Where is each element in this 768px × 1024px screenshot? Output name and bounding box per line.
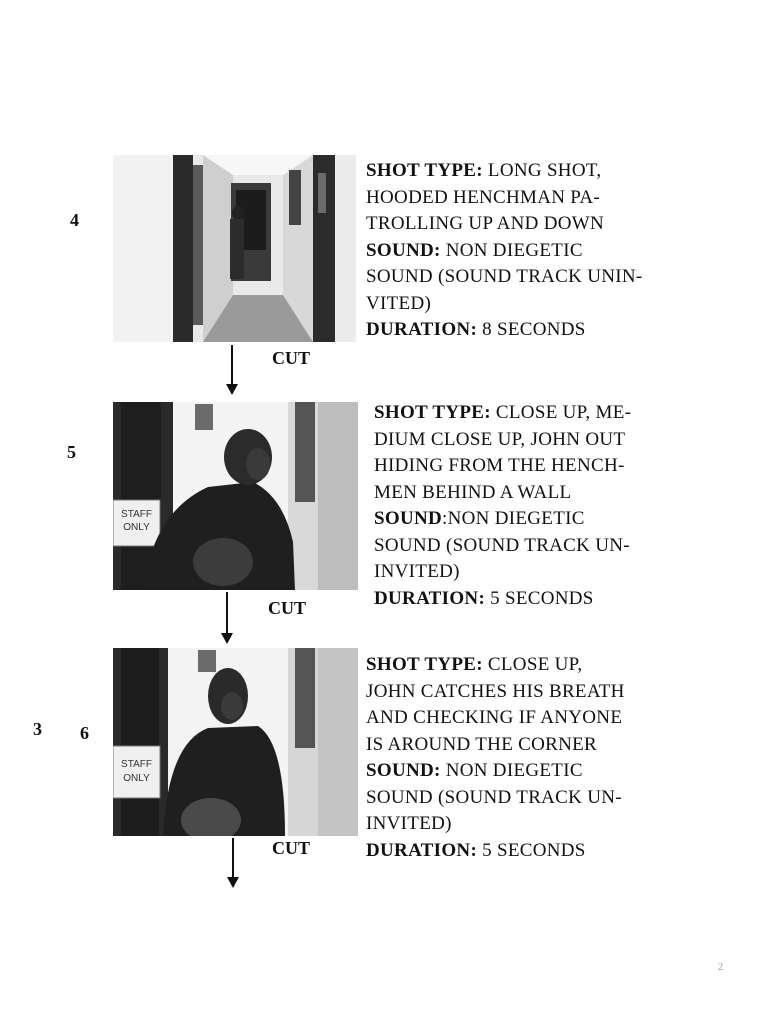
shot-frame-john-breath [113,648,358,836]
description-line: HOODED HENCHMAN PA- [366,186,601,208]
shot-number: 5 [67,442,76,462]
description-line: SHOT TYPE: LONG SHOT, [366,160,602,181]
description-line: TROLLING UP AND DOWN [366,213,605,234]
description-line: MEN BEHIND A WALL [374,481,572,503]
description-line: JOHN CATCHES HIS BREATH [366,680,625,702]
description-line: HIDING FROM THE HENCH- [374,455,625,476]
page-number: 2 [718,962,723,973]
description-line: SOUND (SOUND TRACK UN- [366,786,622,808]
description-line: VITED) [366,292,432,314]
description-line: SOUND:NON DIEGETIC [374,508,585,529]
sound-label: SOUND: [366,760,441,781]
stray-number: 3 [33,719,42,739]
duration-label: DURATION: [366,839,478,861]
shot-type-label: SHOT TYPE: [366,160,483,181]
description-line: SHOT TYPE: CLOSE UP, ME- [374,402,632,423]
shot-type-label: SHOT TYPE: [366,654,483,675]
shot-description [366,652,625,864]
description-line: SOUND (SOUND TRACK UNIN- [366,266,643,287]
shot-type-label: SHOT TYPE: [374,402,491,423]
shot-description [374,400,631,612]
shot-number: 4 [70,210,79,230]
description-line: SOUND: NON DIEGETIC [366,239,583,261]
description-line: DIUM CLOSE UP, JOHN OUT [374,428,626,450]
down-arrow-icon [221,592,233,644]
description-line: SHOT TYPE: CLOSE UP, [366,654,583,675]
duration-label: DURATION: [366,319,478,340]
cut-label: CUT [272,838,311,858]
sound-label: SOUND [374,508,443,529]
cut-label: CUT [268,598,307,618]
description-line: DURATION: 8 SECONDS [366,319,586,340]
shot-frame-corridor [113,155,356,342]
cut-label: CUT [272,348,311,368]
description-line: INVITED) [366,813,452,834]
description-line: DURATION: 5 SECONDS [374,587,594,609]
staff-only-sign: STAFF ONLY [121,759,152,784]
description-line: DURATION: 5 SECONDS [366,839,586,861]
shot-frame-john-hiding [113,402,358,590]
description-line: AND CHECKING IF ANYONE [366,707,623,728]
shot-number: 6 [80,723,89,743]
down-arrow-icon [227,838,239,888]
description-line: SOUND: NON DIEGETIC [366,760,583,781]
staff-only-sign: STAFF ONLY [121,509,152,533]
sound-label: SOUND: [366,239,441,261]
description-line: SOUND (SOUND TRACK UN- [374,534,630,556]
down-arrow-icon [226,345,238,395]
duration-label: DURATION: [374,587,486,609]
description-line: IS AROUND THE CORNER [366,733,598,755]
description-line: INVITED) [374,561,460,582]
shot-description [366,158,643,344]
